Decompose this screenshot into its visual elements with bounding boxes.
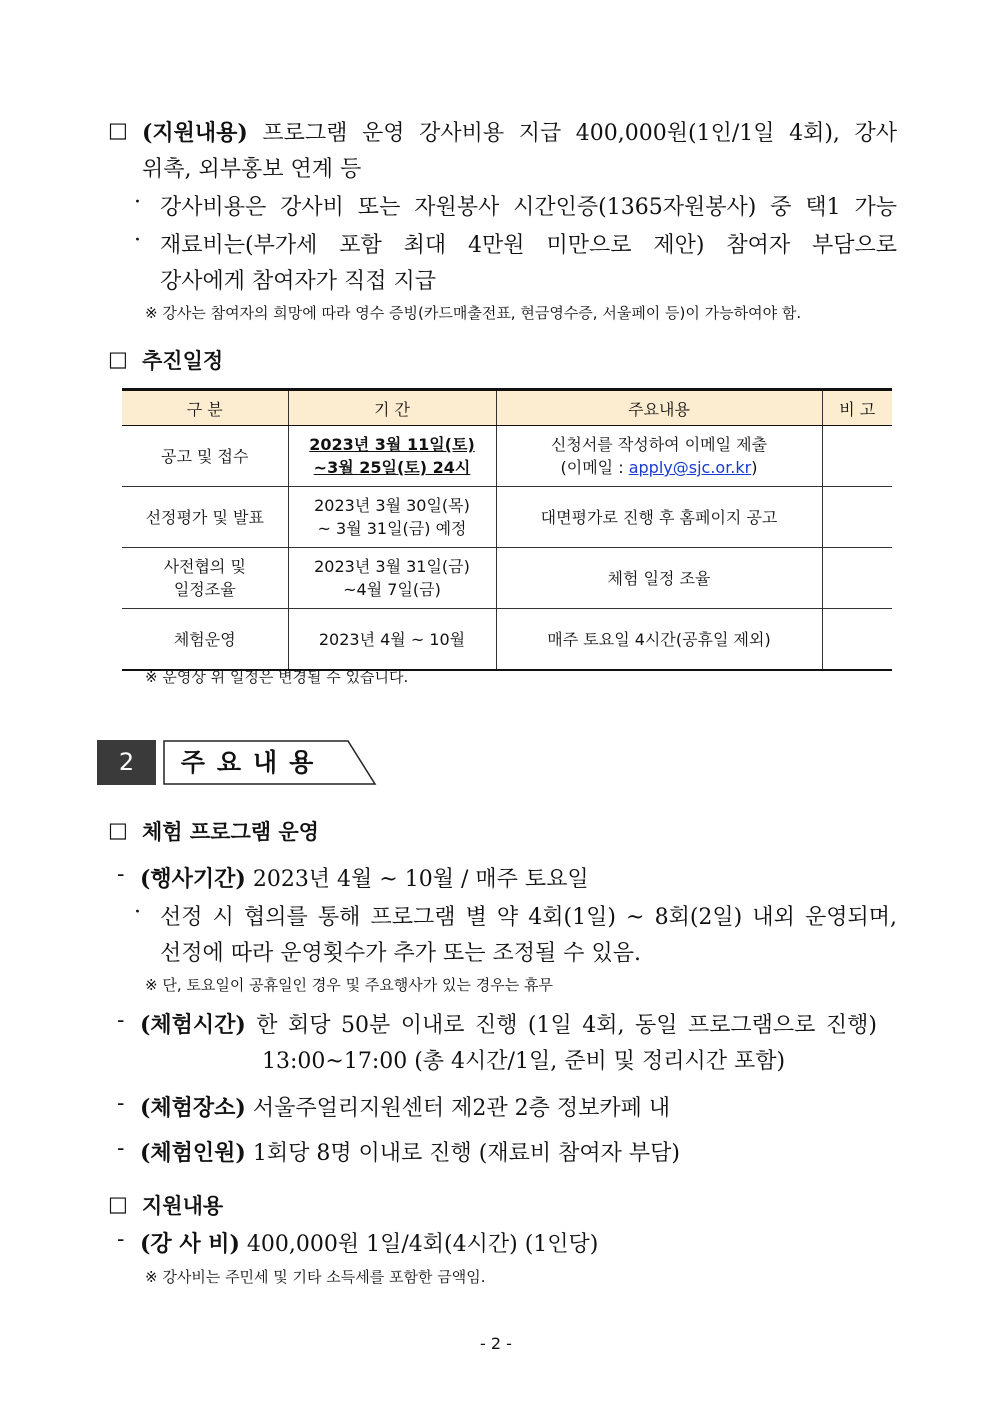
row-content: 체험 일정 조율	[496, 548, 822, 609]
program-heading: 체험 프로그램 운영	[142, 820, 319, 844]
program-time-line2: 13:00~17:00 (총 4시간/1일, 준비 및 정리시간 포함)	[262, 1049, 786, 1074]
bullet-material-fee-line2: 강사에게 참여자가 직접 지급	[160, 269, 437, 294]
place-text: 서울주얼리지원센터 제2관 2층 정보카페 내	[245, 1096, 671, 1121]
period-line: ~4월 7일(금)	[343, 580, 441, 599]
people-text: 1회당 8명 이내로 진행 (재료비 참여자 부담)	[245, 1141, 680, 1166]
dash-icon: -	[117, 1008, 125, 1033]
bullet-icon: ·	[134, 190, 141, 215]
table-row	[122, 487, 892, 548]
row-period	[288, 548, 496, 609]
row-period: 2023년 4월 ~ 10월	[288, 609, 496, 671]
bullet-icon: ·	[134, 900, 141, 925]
support-content-line1	[142, 116, 897, 147]
row-remark	[822, 426, 892, 487]
schedule-heading: 추진일정	[142, 349, 224, 373]
table-row	[122, 426, 892, 487]
support2-heading: 지원내용	[142, 1194, 224, 1218]
support-text-line1: 프로그램 운영 강사비용 지급 400,000원(1인/1일 4회), 강사	[247, 121, 897, 146]
fee-label: (강 사 비)	[140, 1231, 240, 1257]
period-line: 2023년 3월 11일(토)	[309, 435, 475, 454]
table-row	[122, 548, 892, 609]
header-category: 구 분	[122, 390, 288, 426]
checkbox-icon: □	[108, 818, 128, 842]
period-label: (행사기간)	[140, 866, 246, 892]
place-label: (체험장소)	[140, 1095, 246, 1121]
category-line: 일정조율	[173, 580, 236, 599]
checkbox-icon: □	[108, 347, 128, 371]
table-row	[122, 609, 892, 671]
dash-icon: -	[117, 1091, 125, 1116]
bullet-icon: ·	[134, 228, 141, 253]
row-category: 공고 및 접수	[122, 426, 288, 487]
dash-icon: -	[117, 1136, 125, 1161]
header-content: 주요내용	[496, 390, 822, 426]
email-suffix: )	[751, 458, 758, 477]
schedule-table	[122, 388, 892, 671]
program-people	[140, 1136, 680, 1167]
period-line: ~ 3월 31일(금) 예정	[317, 519, 467, 538]
time-text: 한 회당 50분 이내로 진행 (1일 4회, 동일 프로그램으로 진행)	[245, 1013, 877, 1038]
program-time	[140, 1008, 877, 1039]
support-text-line2: 위촉, 외부홍보 연계 등	[142, 157, 362, 182]
row-remark	[822, 609, 892, 671]
support-label: (지원내용)	[142, 120, 248, 146]
row-remark	[822, 548, 892, 609]
dash-icon: -	[117, 1227, 125, 1252]
program-note: ※ 단, 토요일이 공휴일인 경우 및 주요행사가 있는 경우는 휴무	[145, 976, 554, 994]
row-period	[288, 487, 496, 548]
header-remark: 비 고	[822, 390, 892, 426]
instructor-fee	[140, 1227, 598, 1258]
bullet-instructor-fee: 강사비용은 강사비 또는 자원봉사 시간인증(1365자원봉사) 중 택1 가능	[160, 195, 897, 220]
content-line	[498, 456, 821, 479]
fee-note: ※ 강사비는 주민세 및 기타 소득세를 포함한 금액임.	[145, 1268, 486, 1286]
row-remark	[822, 487, 892, 548]
dash-icon: -	[117, 862, 125, 887]
checkbox-icon: □	[108, 1192, 128, 1216]
row-category: 선정평가 및 발표	[122, 487, 288, 548]
content-line: 신청서를 작성하여 이메일 제출	[550, 435, 768, 454]
fee-text: 400,000원 1일/4회(4시간) (1인당)	[239, 1232, 599, 1257]
email-link[interactable]: apply@sjc.or.kr	[628, 458, 752, 477]
header-period: 기 간	[288, 390, 496, 426]
support-note: ※ 강사는 참여자의 희망에 따라 영수 증빙(카드매출전표, 현금영수증, 서울페이 등)이 가능하여야 함.	[145, 304, 802, 322]
category-line: 사전협의 및	[163, 557, 246, 576]
row-content	[496, 426, 822, 487]
table-header-row	[122, 390, 892, 426]
row-category: 체험운영	[122, 609, 288, 671]
time-label: (체험시간)	[140, 1012, 246, 1038]
section-title: 주요내용	[180, 748, 326, 777]
email-prefix: (이메일 :	[560, 458, 629, 477]
row-category	[122, 548, 288, 609]
bullet-material-fee-line1: 재료비는(부가세 포함 최대 4만원 미만으로 제안) 참여자 부담으로	[160, 233, 897, 258]
page-number: - 2 -	[480, 1334, 512, 1353]
program-period	[140, 862, 589, 893]
row-period	[288, 426, 496, 487]
schedule-note: ※ 운영상 위 일정은 변경될 수 있습니다.	[145, 668, 409, 686]
people-label: (체험인원)	[140, 1140, 246, 1166]
period-line: ~3월 25일(토) 24시	[313, 458, 471, 477]
checkbox-icon: □	[108, 118, 128, 142]
program-bullet-line1: 선정 시 협의를 통해 프로그램 별 약 4회(1일) ~ 8회(2일) 내외 운영되며,	[160, 905, 897, 930]
program-bullet-line2: 선정에 따라 운영횟수가 추가 또는 조정될 수 있음.	[160, 941, 641, 966]
period-line: 2023년 3월 30일(목)	[314, 496, 470, 515]
period-line: 2023년 3월 31일(금)	[314, 557, 470, 576]
period-text: 2023년 4월 ~ 10월 / 매주 토요일	[245, 867, 589, 892]
section-number-badge: 2	[97, 740, 156, 785]
program-place	[140, 1091, 670, 1122]
row-content: 대면평가로 진행 후 홈페이지 공고	[496, 487, 822, 548]
row-content: 매주 토요일 4시간(공휴일 제외)	[496, 609, 822, 671]
